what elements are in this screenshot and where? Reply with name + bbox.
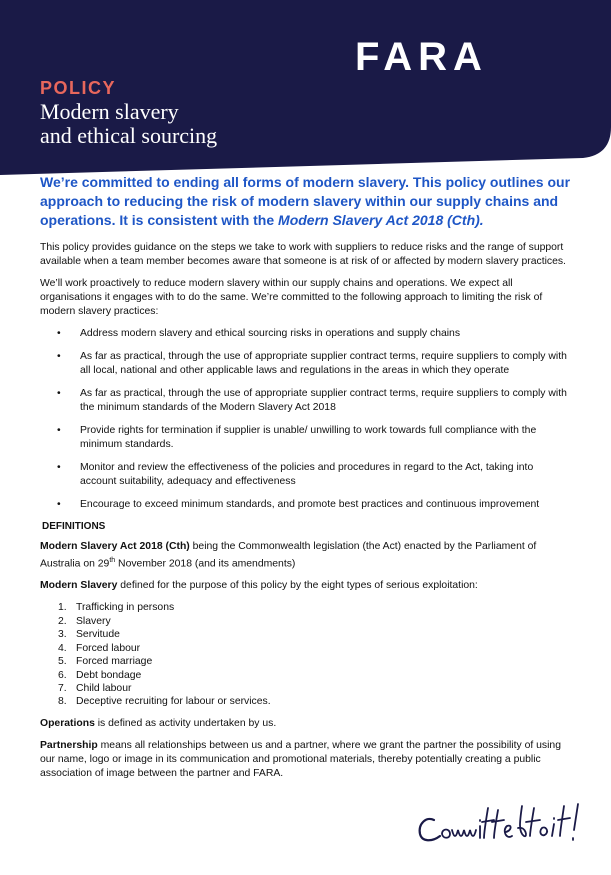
approach-list <box>40 327 572 512</box>
item-number: 5. <box>58 656 67 668</box>
item-number: 3. <box>58 629 67 641</box>
list-item-text: Monitor and review the effectiveness of the policies and procedures in regard to the Act, taking into account suitability, adequacy and effectiveness <box>80 462 534 487</box>
definition-text: being the Commonwealth legislation (the Act) enacted by the Parliament of Australia on 29 <box>40 541 537 570</box>
title-line-1: Modern slavery <box>40 99 179 124</box>
policy-label: POLICY <box>40 78 117 98</box>
list-item-text: Encourage to exceed minimum standards, and promote best practices and continuous improvement <box>80 499 540 510</box>
list-item <box>40 655 572 668</box>
definitions-heading: DEFINITIONS <box>42 521 106 532</box>
item-number: 8. <box>58 696 67 708</box>
definition-modern-slavery <box>40 579 572 593</box>
paragraph-approach: We’ll work proactively to reduce modern slavery within our supply chains and operations. We expect all organisations it engages with to do the same. We’re committed to the following approach to limiting the risk of modern slavery practices: <box>40 278 543 317</box>
policy-body <box>40 173 572 789</box>
list-item-text: As far as practical, through the use of appropriate supplier contract terms, require suppliers to comply with the minimum standards of the Modern Slavery Act 2018 <box>80 388 567 413</box>
term-act: Modern Slavery Act 2018 (Cth) <box>40 541 190 552</box>
definition-text: defined for the purpose of this policy by the eight types of serious exploitation: <box>117 580 478 592</box>
paragraph-guidance: This policy provides guidance on the steps we take to work with suppliers to reduce risks and the range of support available when a team member becomes aware that someone is at risk of or affected by modern slavery practices. <box>40 242 566 267</box>
bullet-icon: • <box>57 328 61 339</box>
bullet-icon: • <box>57 425 61 436</box>
intro-statement <box>40 173 572 230</box>
list-item-text: Address modern slavery and ethical sourcing risks in operations and supply chains <box>80 328 461 339</box>
intro-text: We’re committed to ending all forms of modern slavery. This policy outlines our approach to reducing the risk of modern slavery within our supply chains and operations. It is consistent with the <box>40 174 571 228</box>
item-number: 1. <box>58 602 67 614</box>
item-label: Slavery <box>76 615 111 627</box>
list-item-text: Provide rights for termination if supplier is unable/ unwilling to work towards full compliance with the minimum standards. <box>80 425 537 450</box>
header-banner <box>0 0 611 175</box>
item-label: Debt bondage <box>76 669 142 681</box>
list-item <box>40 461 572 489</box>
item-number: 7. <box>58 682 67 694</box>
list-item <box>40 350 572 378</box>
list-item-text: As far as practical, through the use of appropriate supplier contract terms, require suppliers to comply with all local, national and other applicable laws and regulations in the areas in which they operate <box>80 351 567 376</box>
definition-text: means all relationships between us and a partner, where we grant the partner the possibility of using our name, logo or image in its communication and promotional materials, thereby potentially creating a public association of image between the partner and FARA. <box>40 739 561 779</box>
bullet-icon: • <box>57 462 61 473</box>
intro-act-name: Modern Slavery Act 2018 (Cth). <box>278 212 484 228</box>
bullet-icon: • <box>57 388 61 399</box>
bullet-icon: • <box>57 499 61 510</box>
item-label: Child labour <box>76 682 132 694</box>
list-item <box>40 682 572 695</box>
exploitation-types-list <box>40 601 572 708</box>
list-item <box>40 615 572 628</box>
list-item <box>40 642 572 655</box>
ordinal-suffix: th <box>109 557 116 564</box>
term-operations: Operations <box>40 717 95 729</box>
item-label: Forced marriage <box>76 656 153 668</box>
fara-logo: FARA <box>355 35 488 79</box>
title-line-2: and ethical sourcing <box>40 123 218 148</box>
definition-partnership <box>40 739 572 781</box>
list-item <box>40 498 572 512</box>
list-item <box>40 424 572 452</box>
item-number: 2. <box>58 615 67 627</box>
term-partnership: Partnership <box>40 739 98 751</box>
item-label: Servitude <box>76 629 120 641</box>
item-label: Deceptive recruiting for labour or services. <box>76 696 271 708</box>
bullet-icon: • <box>57 351 61 362</box>
list-item <box>40 628 572 641</box>
definition-operations <box>40 717 572 731</box>
list-item <box>40 669 572 682</box>
committed-signature <box>412 798 592 850</box>
list-item <box>40 601 572 614</box>
list-item <box>40 695 572 708</box>
definition-text: is defined as activity undertaken by us. <box>94 717 277 729</box>
item-number: 6. <box>58 669 67 681</box>
definition-text: November 2018 (and its amendments) <box>115 558 296 570</box>
item-label: Forced labour <box>76 642 141 654</box>
list-item <box>40 327 572 341</box>
item-number: 4. <box>58 642 67 654</box>
item-label: Trafficking in persons <box>76 602 175 614</box>
page-title <box>40 100 300 148</box>
list-item <box>40 387 572 415</box>
term-modern-slavery: Modern Slavery <box>40 580 118 592</box>
definition-act <box>40 540 572 571</box>
